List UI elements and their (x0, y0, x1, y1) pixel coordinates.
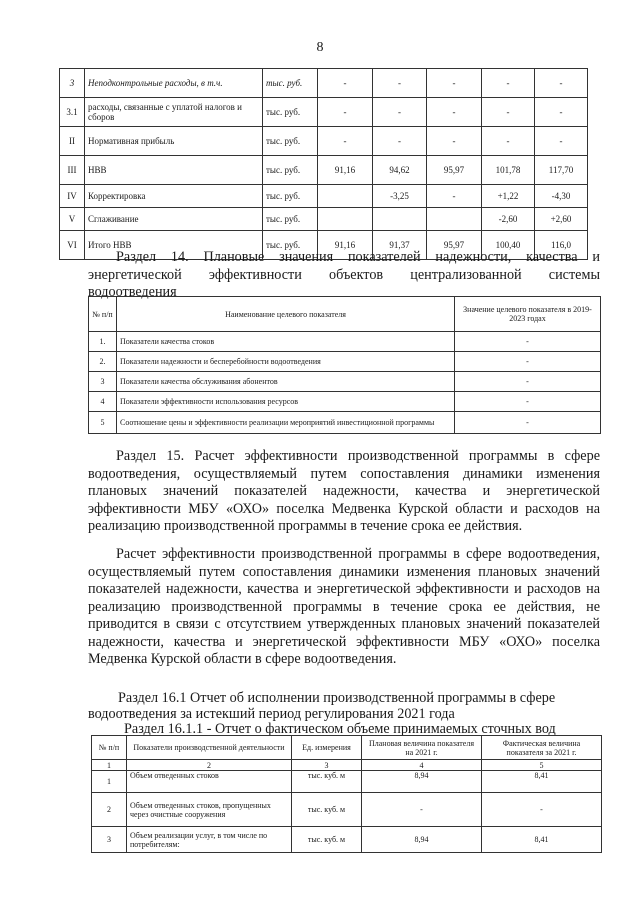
table-row (92, 827, 602, 853)
value-cell: - (318, 127, 373, 156)
table-row (60, 98, 588, 127)
row-number: 3.1 (60, 98, 85, 127)
value-cell: - (373, 127, 427, 156)
section-16-heading-line-1: Раздел 16.1 Отчет об исполнении производственной программы в сфере (118, 690, 556, 706)
row-unit: тыс. куб. м (292, 771, 362, 793)
section-16-heading-line-2: водоотведения за истекший период регулирования 2021 года (88, 706, 455, 722)
header-indicator: Наименование целевого показателя (117, 297, 455, 332)
value-cell: - (535, 127, 588, 156)
row-name: Объем реализации услуг, в том числе по потребителям: (127, 827, 292, 853)
row-value: - (455, 372, 601, 392)
row-name: Корректировка (85, 185, 263, 208)
row-number: 2. (89, 352, 117, 372)
row-unit: тыс. руб. (263, 208, 318, 231)
row-unit: тыс. руб. (263, 98, 318, 127)
column-number-row (92, 760, 602, 771)
row-number: V (60, 208, 85, 231)
header-fact: Фактическая величина показателя за 2021 г. (482, 736, 602, 760)
table-row (92, 793, 602, 827)
value-cell (318, 185, 373, 208)
value-cell: - (482, 69, 535, 98)
section-14-line-1: Раздел 14. Плановые значения показателей надежности, качества и (116, 249, 600, 265)
indicators-table (88, 296, 601, 434)
row-value: - (455, 332, 601, 352)
row-number: 3 (92, 827, 127, 853)
row-number: 5 (89, 412, 117, 434)
table-row (89, 412, 601, 434)
row-number: III (60, 156, 85, 185)
row-name: НВВ (85, 156, 263, 185)
value-cell: - (535, 69, 588, 98)
value-cell: - (318, 69, 373, 98)
row-name: Показатели эффективности использования ресурсов (117, 392, 455, 412)
page-number: 8 (316, 40, 324, 55)
row-name: Показатели надежности и бесперебойности водоотведения (117, 352, 455, 372)
value-cell: 91,16 (318, 156, 373, 185)
table-row (60, 208, 588, 231)
nvv-table (59, 68, 588, 260)
row-unit: тыс. руб. (263, 156, 318, 185)
value-cell: - (373, 98, 427, 127)
section-15-text: Раздел 15. Расчет эффективности производственной программы в сфере водоотведения, осуществляемый путем сопоставления динамики изменения плановых значений показателей надежности, качества и энергетической эффективности МБУ «ОХО» поселка Медвенка Курской области и расходов на реализацию производственной программы в течение срока ее действия. (88, 448, 600, 534)
row-name: Неподконтрольные расходы, в т.ч. (85, 69, 263, 98)
row-number: 2 (92, 793, 127, 827)
row-name: Сглаживание (85, 208, 263, 231)
header-number: № п/п (92, 736, 127, 760)
row-fact: 8,41 (482, 771, 602, 793)
value-cell: - (482, 127, 535, 156)
column-number: 3 (292, 760, 362, 771)
row-unit: тыс. руб. (263, 231, 318, 260)
value-cell: -2,60 (482, 208, 535, 231)
value-cell: 91,16 (318, 231, 373, 260)
table-row (89, 332, 601, 352)
efficiency-text: Расчет эффективности производственной программы в сфере водоотведения, осуществляемый путем сопоставления динамики изменения плановых значений показателей надежности, качества и энергетической эффективности и расходов на реализацию производственной программы в течение срока ее действия, не приводится в связи с отсутствием утвержденных плановых значений показателей надежности, качества и энергетической эффективности МБУ «ОХО» поселка Медвенка Курской области в сфере водоотведения. (88, 546, 600, 667)
row-number: 3 (89, 372, 117, 392)
row-unit: тыс. руб. (263, 69, 318, 98)
row-number: IV (60, 185, 85, 208)
value-cell: - (482, 98, 535, 127)
header-indicator: Показатели производственной деятельности (127, 736, 292, 760)
column-number: 1 (92, 760, 127, 771)
section-16-subheading: Раздел 16.1.1 - Отчет о фактическом объеме принимаемых сточных вод (124, 721, 556, 737)
value-cell: 91,37 (373, 231, 427, 260)
value-cell: - (318, 98, 373, 127)
value-cell: 117,70 (535, 156, 588, 185)
table-header-row (89, 297, 601, 332)
wastewater-volume-table (91, 735, 602, 853)
value-cell: +2,60 (535, 208, 588, 231)
table-header-row (92, 736, 602, 760)
header-number: № п/п (89, 297, 117, 332)
efficiency-paragraph (88, 546, 600, 669)
header-unit: Ед. измерения (292, 736, 362, 760)
column-number: 2 (127, 760, 292, 771)
value-cell: 101,78 (482, 156, 535, 185)
row-value: - (455, 392, 601, 412)
row-name: Показатели качества обслуживания абонентов (117, 372, 455, 392)
value-cell: 100,40 (482, 231, 535, 260)
value-cell (427, 208, 482, 231)
value-cell (373, 208, 427, 231)
table-row (60, 127, 588, 156)
table-row (60, 69, 588, 98)
row-number: II (60, 127, 85, 156)
header-plan: Плановая величина показателя на 2021 г. (362, 736, 482, 760)
value-cell: - (373, 69, 427, 98)
value-cell: - (427, 69, 482, 98)
table-row (89, 372, 601, 392)
value-cell: - (535, 98, 588, 127)
header-value: Значение целевого показателя в 2019-2023 годах (455, 297, 601, 332)
section-14-heading (88, 249, 600, 302)
table-row (60, 156, 588, 185)
column-number: 4 (362, 760, 482, 771)
row-fact: 8,41 (482, 827, 602, 853)
table-row (60, 185, 588, 208)
value-cell: 95,97 (427, 156, 482, 185)
row-name: Объем отведенных стоков, пропущенных через очистные сооружения (127, 793, 292, 827)
table-row (89, 352, 601, 372)
table-row (92, 771, 602, 793)
value-cell: -4,30 (535, 185, 588, 208)
row-plan: - (362, 793, 482, 827)
section-14-line-2: энергетической эффективности объектов централизованной системы (88, 266, 600, 283)
value-cell: 116,0 (535, 231, 588, 260)
value-cell: 94,62 (373, 156, 427, 185)
row-number: 1. (89, 332, 117, 352)
value-cell: - (427, 185, 482, 208)
table-row (89, 392, 601, 412)
row-name: расходы, связанные с уплатой налогов и сборов (85, 98, 263, 127)
value-cell (318, 208, 373, 231)
row-plan: 8,94 (362, 771, 482, 793)
row-value: - (455, 412, 601, 434)
row-fact: - (482, 793, 602, 827)
row-name: Показатели качества стоков (117, 332, 455, 352)
row-unit: тыс. куб. м (292, 793, 362, 827)
row-plan: 8,94 (362, 827, 482, 853)
row-name: Итого НВВ (85, 231, 263, 260)
row-name: Соотношение цены и эффективности реализации мероприятий инвестиционной программы (117, 412, 455, 434)
section-15-paragraph (88, 448, 600, 536)
section-14-line-3: водоотведения (88, 284, 177, 300)
row-unit: тыс. руб. (263, 185, 318, 208)
value-cell: -3,25 (373, 185, 427, 208)
value-cell: - (427, 98, 482, 127)
column-number: 5 (482, 760, 602, 771)
row-name: Объем отведенных стоков (127, 771, 292, 793)
value-cell: 95,97 (427, 231, 482, 260)
row-number: 1 (92, 771, 127, 793)
row-unit: тыс. куб. м (292, 827, 362, 853)
value-cell: - (427, 127, 482, 156)
row-number: 4 (89, 392, 117, 412)
row-number: 3 (60, 69, 85, 98)
row-name: Нормативная прибыль (85, 127, 263, 156)
row-unit: тыс. руб. (263, 127, 318, 156)
value-cell: +1,22 (482, 185, 535, 208)
row-number: VI (60, 231, 85, 260)
row-value: - (455, 352, 601, 372)
